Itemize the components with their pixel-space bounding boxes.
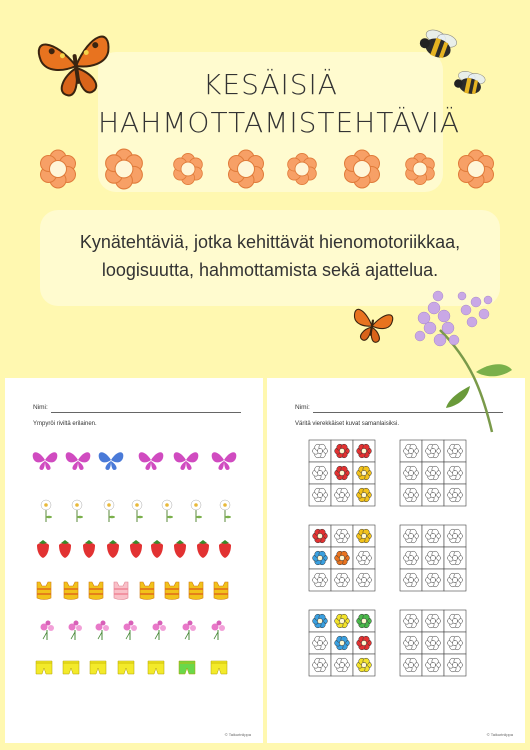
coloring-grid [309, 525, 375, 591]
copyright: © Taikuriniippa [486, 732, 513, 737]
bouquet-row [41, 621, 226, 641]
flower-outline-icon [448, 614, 463, 628]
flower-outline-icon [313, 573, 328, 587]
coloring-grid [400, 610, 466, 676]
flower-outline-icon [448, 488, 463, 502]
flower-outline-icon [448, 573, 463, 587]
instruction: Väritä vierekkäiset kuvat samanlaisiksi. [295, 421, 400, 427]
subtitle [50, 228, 490, 284]
flower-outline-icon [426, 551, 441, 565]
flower-outline-icon [404, 658, 419, 672]
flower-outline-icon [313, 529, 328, 543]
flower-icon [229, 150, 264, 188]
flower-outline-icon [448, 466, 463, 480]
flower-outline-icon [335, 529, 350, 543]
name-label: Nimi: [295, 404, 310, 411]
flower-outline-icon [357, 466, 372, 480]
flower-outline-icon [335, 614, 350, 628]
daisy-row [41, 500, 231, 522]
flower-outline-icon [404, 466, 419, 480]
flower-outline-icon [313, 444, 328, 458]
flower-outline-icon [404, 636, 419, 650]
coloring-grid [400, 440, 466, 506]
flower-outline-icon [335, 658, 350, 672]
flower-outline-icon [426, 614, 441, 628]
flower-icon [106, 149, 143, 189]
flower-outline-icon [426, 658, 441, 672]
flower-outline-icon [335, 573, 350, 587]
flower-outline-icon [426, 466, 441, 480]
flower-icon [345, 150, 380, 188]
flower-outline-icon [448, 636, 463, 650]
flower-row [36, 144, 496, 194]
flower-outline-icon [448, 529, 463, 543]
flower-outline-icon [313, 488, 328, 502]
flower-outline-icon [404, 573, 419, 587]
coloring-grid [400, 525, 466, 591]
title-line-2: HAHMOTTAMISTEHTÄVIÄ [98, 106, 461, 139]
flower-outline-icon [404, 444, 419, 458]
shorts-row [36, 661, 227, 674]
flower-outline-icon [426, 573, 441, 587]
flower-outline-icon [335, 488, 350, 502]
flower-outline-icon [335, 444, 350, 458]
title-line-1: KESÄISIÄ [203, 68, 338, 101]
flower-outline-icon [313, 466, 328, 480]
flower-outline-icon [426, 444, 441, 458]
flower-outline-icon [426, 488, 441, 502]
coloring-grids [267, 378, 525, 743]
flower-outline-icon [357, 551, 372, 565]
worksheet-left [5, 378, 263, 743]
coloring-grid [309, 440, 375, 506]
swimsuit-row [37, 582, 228, 600]
flower-icon [288, 153, 317, 184]
flower-icon [41, 150, 76, 188]
flower-outline-icon [313, 658, 328, 672]
flower-outline-icon [357, 444, 372, 458]
flower-outline-icon [335, 551, 350, 565]
subtitle-line-1: Kynätehtäviä, jotka kehittävät hienomotoriikkaa, [79, 232, 461, 252]
flower-icon [459, 150, 494, 188]
flower-icon [174, 153, 203, 184]
flower-outline-icon [404, 529, 419, 543]
flower-outline-icon [357, 529, 372, 543]
bee-icon [453, 69, 487, 96]
subtitle-line-2: loogisuutta, hahmottamista sekä ajattelua. [101, 260, 439, 280]
flower-outline-icon [313, 636, 328, 650]
worksheet-right [267, 378, 525, 743]
flower-outline-icon [404, 551, 419, 565]
flower-outline-icon [404, 614, 419, 628]
flower-outline-icon [448, 551, 463, 565]
butterfly-icon [350, 309, 393, 345]
flower-outline-icon [357, 658, 372, 672]
page-title [98, 66, 461, 142]
butterfly-row [33, 452, 237, 470]
strawberry-row [37, 540, 231, 558]
flower-outline-icon [313, 551, 328, 565]
flower-icon [406, 153, 435, 184]
flower-outline-icon [335, 466, 350, 480]
flower-outline-icon [448, 658, 463, 672]
flower-outline-icon [448, 444, 463, 458]
flower-outline-icon [335, 636, 350, 650]
name-label: Nimi: [33, 404, 48, 411]
coloring-grid [309, 610, 375, 676]
flower-outline-icon [404, 488, 419, 502]
copyright: © Taikuriniippa [224, 732, 251, 737]
flower-outline-icon [426, 636, 441, 650]
picture-rows [5, 378, 263, 743]
flower-outline-icon [357, 636, 372, 650]
flower-outline-icon [357, 573, 372, 587]
flower-outline-icon [357, 614, 372, 628]
flower-outline-icon [313, 614, 328, 628]
flower-outline-icon [426, 529, 441, 543]
flower-outline-icon [357, 488, 372, 502]
instruction: Ympyröi riviltä erilainen. [33, 421, 97, 427]
